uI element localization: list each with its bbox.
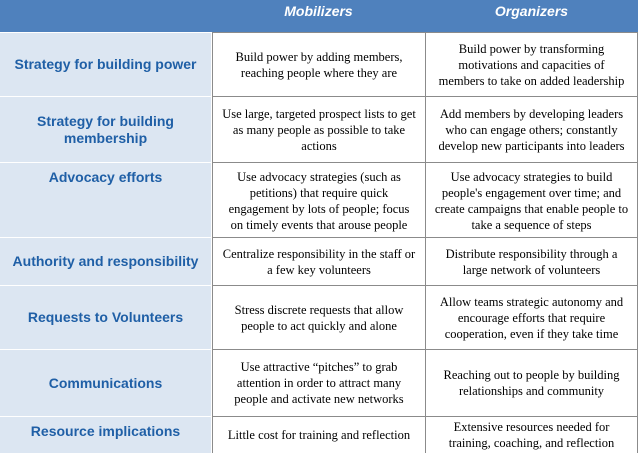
cell-organizers-advocacy: Use advocacy strategies to build people's engagement over time; and create campaigns that enable people to take a sequence of steps [425,162,638,237]
cell-mobilizers-strategy-power: Build power by adding members, reaching people where they are [212,32,425,96]
cell-mobilizers-requests: Stress discrete requests that allow people to act quickly and alone [212,285,425,349]
row-label-resources: Resource implications [0,416,212,453]
header-mobilizers: Mobilizers [212,0,425,32]
row-label-requests: Requests to Volunteers [0,285,212,349]
cell-organizers-requests: Allow teams strategic autonomy and encourage efforts that require cooperation, even if they take time [425,285,638,349]
cell-mobilizers-authority: Centralize responsibility in the staff or a few key volunteers [212,237,425,285]
row-label-advocacy: Advocacy efforts [0,162,212,237]
header-organizers: Organizers [425,0,638,32]
cell-mobilizers-resources: Little cost for training and reflection [212,416,425,453]
cell-mobilizers-communications: Use attractive “pitches” to grab attention in order to attract many people and activate new networks [212,349,425,416]
cell-organizers-strategy-membership: Add members by developing leaders who can engage others; constantly develop new participants into leaders [425,96,638,162]
cell-organizers-communications: Reaching out to people by building relationships and community [425,349,638,416]
cell-organizers-strategy-power: Build power by transforming motivations and capacities of members to take on added leadership [425,32,638,96]
cell-mobilizers-advocacy: Use advocacy strategies (such as petitions) that require quick engagement by lots of people; focus on timely events that arouse people [212,162,425,237]
cell-mobilizers-strategy-membership: Use large, targeted prospect lists to get as many people as possible to take actions [212,96,425,162]
row-label-authority: Authority and responsibility [0,237,212,285]
header-corner-cell [0,0,212,32]
cell-organizers-resources: Extensive resources needed for training, coaching, and reflection [425,416,638,453]
row-label-communications: Communications [0,349,212,416]
cell-organizers-authority: Distribute responsibility through a large network of volunteers [425,237,638,285]
row-label-strategy-membership: Strategy for building membership [0,96,212,162]
row-label-strategy-power: Strategy for building power [0,32,212,96]
